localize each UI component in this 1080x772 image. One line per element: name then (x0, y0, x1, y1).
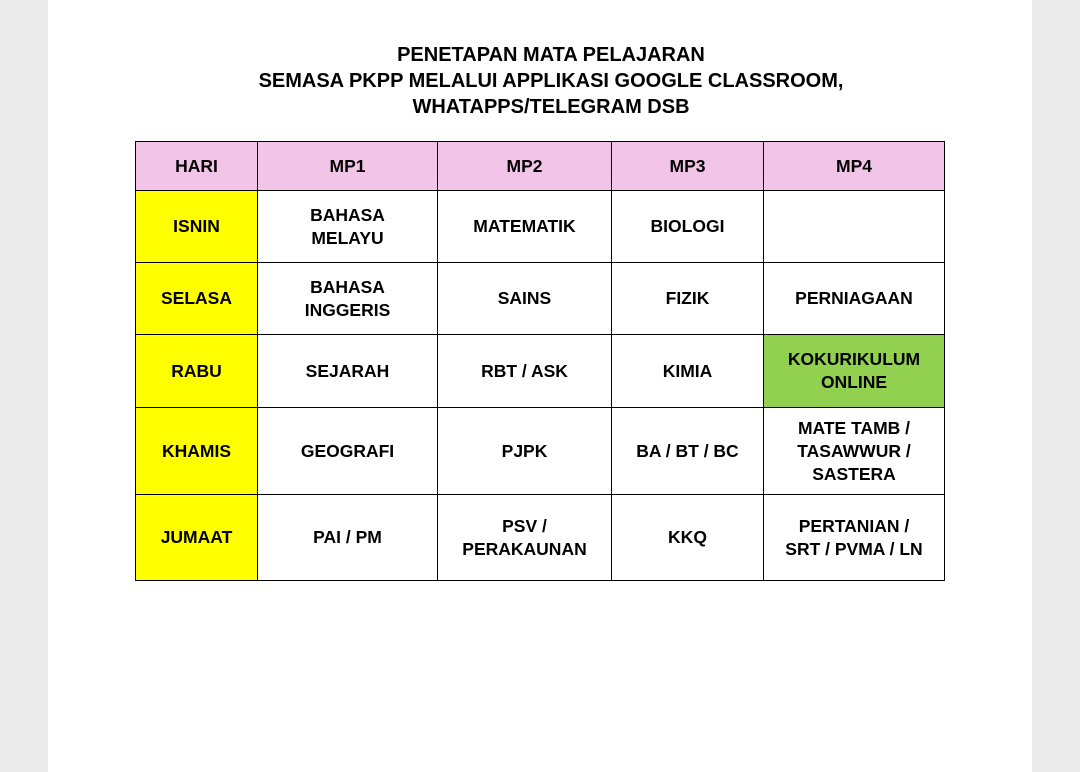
subject-cell-mp2: MATEMATIK (438, 191, 612, 263)
subject-cell-mp3: BIOLOGI (612, 191, 764, 263)
subject-cell-mp3: FIZIK (612, 263, 764, 335)
day-cell: RABU (136, 335, 258, 408)
day-cell: ISNIN (136, 191, 258, 263)
subject-cell-mp4-highlight: KOKURIKULUM ONLINE (764, 335, 945, 408)
subject-cell-mp1: GEOGRAFI (258, 408, 438, 495)
subject-cell-mp3: KKQ (612, 495, 764, 581)
day-cell: JUMAAT (136, 495, 258, 581)
document-title (0, 42, 1080, 120)
title-line-1: PENETAPAN MATA PELAJARAN (397, 44, 705, 66)
subject-cell-mp3: BA / BT / BC (612, 408, 764, 495)
subject-cell-mp4: MATE TAMB / TASAWWUR / SASTERA (764, 408, 945, 495)
table-row-rabu (136, 335, 945, 408)
subject-cell-mp2: SAINS (438, 263, 612, 335)
subject-cell-mp4: PERTANIAN / SRT / PVMA / LN (764, 495, 945, 581)
table-row-selasa (136, 263, 945, 335)
subject-cell-mp1: PAI / PM (258, 495, 438, 581)
timetable (135, 141, 945, 581)
title-line-3: WHATAPPS/TELEGRAM DSB (412, 96, 690, 118)
subject-cell-mp2: PSV / PERAKAUNAN (438, 495, 612, 581)
day-cell: KHAMIS (136, 408, 258, 495)
subject-cell-mp2: RBT / ASK (438, 335, 612, 408)
table-row-isnin (136, 191, 945, 263)
table-row-jumaat (136, 495, 945, 581)
subject-cell-mp4: PERNIAGAAN (764, 263, 945, 335)
header-mp2: MP2 (438, 142, 612, 191)
table-row-khamis (136, 408, 945, 495)
title-line-2: SEMASA PKPP MELALUI APPLIKASI GOOGLE CLASSROOM, (258, 70, 844, 92)
header-hari: HARI (136, 142, 258, 191)
subject-cell-mp1: BAHASA MELAYU (258, 191, 438, 263)
day-cell: SELASA (136, 263, 258, 335)
header-mp3: MP3 (612, 142, 764, 191)
subject-cell-mp4 (764, 191, 945, 263)
header-mp4: MP4 (764, 142, 945, 191)
subject-cell-mp3: KIMIA (612, 335, 764, 408)
table-header-row (136, 142, 945, 191)
subject-cell-mp1: SEJARAH (258, 335, 438, 408)
header-mp1: MP1 (258, 142, 438, 191)
subject-cell-mp2: PJPK (438, 408, 612, 495)
subject-cell-mp1: BAHASA INGGERIS (258, 263, 438, 335)
